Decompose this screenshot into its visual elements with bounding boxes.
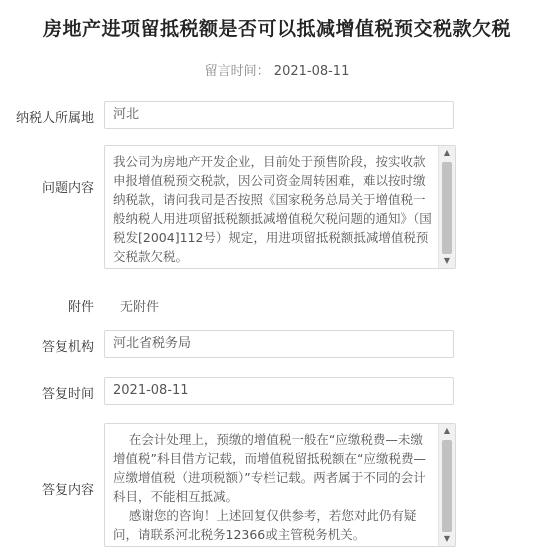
page-title: 房地产进项留抵税额是否可以抵减增值税预交税款欠税 (42, 18, 511, 40)
question-text: 我公司为房地产开发企业，目前处于预售阶段，按实收款申报增值税预交税款，因公司资金周转困难，难以按时缴纳税款，请问我司是否按照《国家税务总局关于增值税一般纳税人用进项留抵税额抵减增值税欠税问题的通知》（国税发[2004]112号）规定，用进项留抵税额抵减增值税预交税款欠税。 (113, 154, 432, 264)
scroll-thumb[interactable] (442, 162, 452, 254)
attachment-value: 无附件 (120, 300, 160, 315)
reply-time-label: 答复时间 (41, 387, 94, 402)
reply-org-label: 答复机构 (41, 340, 94, 355)
reply-scrollbar[interactable] (438, 424, 455, 546)
scroll-down-icon[interactable]: ▼ (443, 256, 451, 265)
question-scrollbar[interactable] (438, 146, 455, 268)
message-time-label: 留言时间： (204, 64, 270, 79)
scroll-up-icon[interactable]: ▲ (443, 426, 451, 435)
reply-org-field[interactable]: 河北省税务局 (104, 330, 454, 358)
scroll-down-icon[interactable]: ▼ (443, 534, 451, 543)
scroll-up-icon[interactable]: ▲ (443, 148, 451, 157)
taxpayer-location-label: 纳税人所属地 (15, 111, 94, 126)
question-textarea[interactable] (104, 145, 456, 269)
reply-text: 在会计处理上，预缴的增值税一般在“应缴税费—未缴增值税”科目借方记载，而增值税留抵税额在“应缴税费—应缴增值税（进项税额）”专栏记载。两者属于不同的会计科目，不能相互抵减。 感谢您的咨询！上述回复仅供参考，若您对此仍有疑问，请联系河北税务12366或主管税务机关。 (113, 432, 426, 542)
taxpayer-location-field[interactable]: 河北 (104, 101, 454, 129)
reply-content-label: 答复内容 (41, 483, 94, 498)
attachment-label: 附件 (67, 300, 94, 315)
message-time (0, 60, 554, 79)
question-label: 问题内容 (41, 181, 94, 196)
reply-textarea[interactable] (104, 423, 456, 547)
scroll-thumb[interactable] (442, 440, 452, 532)
reply-time-field[interactable]: 2021-08-11 (104, 377, 454, 405)
message-time-value: 2021-08-11 (273, 64, 350, 79)
